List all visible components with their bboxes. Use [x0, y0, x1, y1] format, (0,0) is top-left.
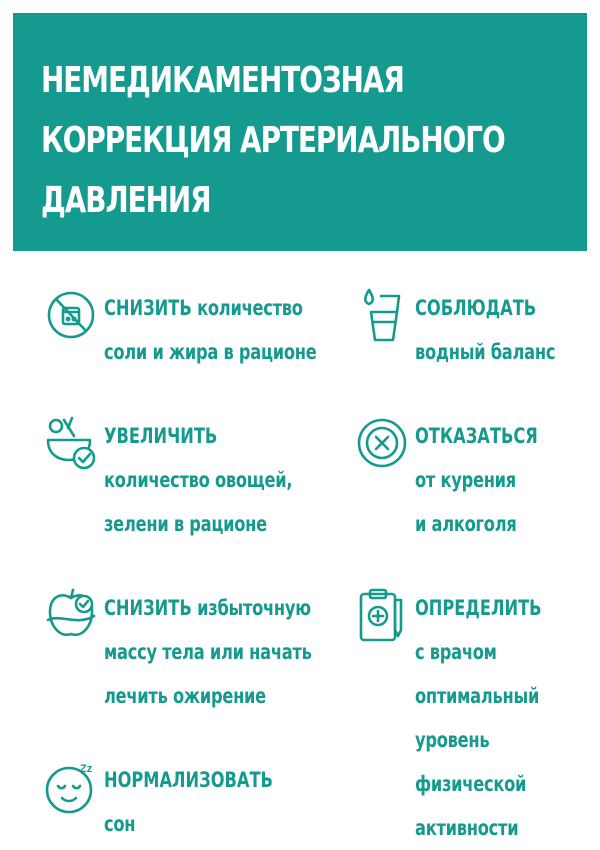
page-title — [41, 51, 505, 231]
item-first-line — [104, 758, 273, 802]
item-line: от курения — [415, 468, 516, 492]
title-line-1: НЕМЕДИКАМЕНТОЗНАЯ — [41, 60, 404, 101]
vegetables-bowl-icon — [44, 414, 98, 472]
item-first-line — [415, 286, 555, 330]
item-keyword: УВЕЛИЧИТЬ — [104, 424, 218, 448]
item-first-rest: избыточную — [191, 596, 311, 620]
item-line: количество овощей, — [104, 468, 293, 492]
header-banner — [13, 13, 587, 251]
item-line: с врачом — [415, 640, 497, 664]
item-keyword: СНИЗИТЬ — [104, 296, 192, 320]
item-keyword: СОБЛЮДАТЬ — [415, 296, 537, 320]
sleep-zz-text: Zz — [80, 763, 93, 775]
apple-tape-icon — [44, 586, 98, 644]
title-line-2: КОРРЕКЦИЯ АРТЕРИАЛЬНОГО — [41, 120, 505, 161]
title-line-3: ДАВЛЕНИЯ — [41, 180, 211, 221]
item-first-line — [104, 414, 292, 458]
item-keyword: ОТКАЗАТЬСЯ — [415, 424, 538, 448]
cross-circle-icon — [355, 414, 409, 472]
item-line: активности — [415, 816, 519, 840]
item-line: водный баланс — [415, 340, 556, 364]
clipboard-plus-icon — [355, 586, 409, 644]
item-first-line — [415, 414, 538, 458]
item-line: оптимальный — [415, 684, 540, 708]
item-line: соли и жира в рационе — [104, 340, 317, 364]
item-first-line — [104, 286, 317, 330]
sleeping-face-icon — [44, 758, 98, 816]
item-keyword: НОРМАЛИЗОВАТЬ — [104, 768, 273, 792]
item-line: уровень — [415, 728, 490, 752]
item-keyword: СНИЗИТЬ — [104, 596, 192, 620]
item-line: зелени в рационе — [104, 512, 267, 536]
item-line: сон — [104, 812, 136, 836]
item-first-line — [415, 586, 542, 630]
item-line: лечить ожирение — [104, 684, 266, 708]
water-glass-icon — [355, 286, 409, 344]
item-first-rest: количество — [191, 296, 303, 320]
item-line: и алкоголя — [415, 512, 517, 536]
no-salt-icon — [44, 286, 98, 344]
item-first-line — [104, 586, 312, 630]
item-keyword: ОПРЕДЕЛИТЬ — [415, 596, 542, 620]
item-line: массу тела или начать — [104, 640, 312, 664]
item-line: физической — [415, 772, 527, 796]
